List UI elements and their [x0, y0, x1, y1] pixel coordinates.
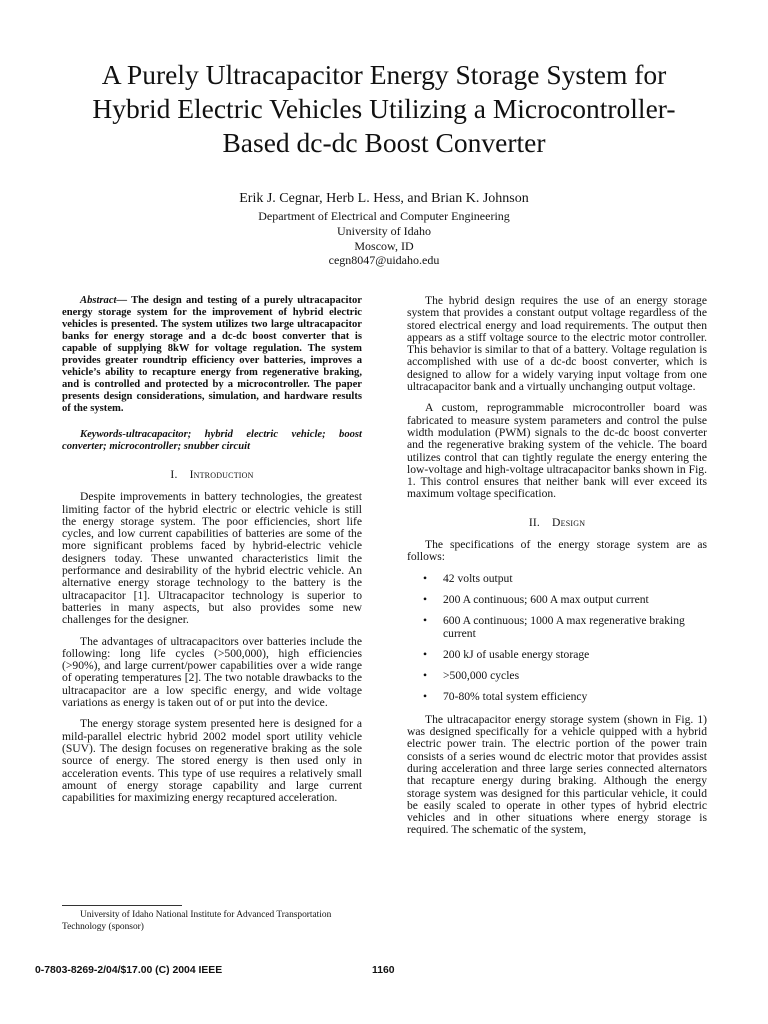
copyright-footer: 0-7803-8269-2/04/$17.00 (C) 2004 IEEE [35, 965, 223, 976]
affiliation-email: cegn8047@uidaho.edu [328, 253, 440, 268]
list-item [407, 670, 707, 682]
title-line: Hybrid Electric Vehicles Utilizing a Microcontroller- [92, 93, 676, 124]
affiliation-location: Moscow, ID [354, 238, 414, 253]
section-title: Introduction [189, 468, 254, 481]
list-item-text: >500,000 cycles [443, 669, 520, 683]
bullet-icon: • [423, 669, 428, 683]
affiliation-department: Department of Electrical and Computer Engineering [258, 209, 510, 223]
body-paragraph: A custom, reprogrammable microcontroller board was fabricated to measure system parameters and control the pulse width modulation (PWM) signals to the dc-dc boost converter and the regenerative braking system of the vehicle. The board utilizes control that can tightly regulate the energy entering the low-voltage and high-voltage ultracapacitor banks shown in Fig. 1. This control ensures that neither bank will ever exceed its maximum voltage specification. [407, 401, 707, 501]
section-number: II. [528, 515, 541, 529]
list-item [407, 615, 707, 640]
list-item [407, 649, 707, 661]
footnote-divider [62, 905, 182, 906]
bullet-icon: • [423, 614, 428, 628]
list-item-text: 600 A continuous; 1000 A max regenerative braking current [443, 614, 685, 640]
title-line: A Purely Ultracapacitor Energy Storage System for [101, 59, 667, 90]
body-paragraph: The advantages of ultracapacitors over batteries include the following: long life cycles (>500,000), high efficiencies (>90%), and large current/power capabilities over a wide range of operating temperatures [2]. The two notable drawbacks to the ultracapacitor are a low specific energy, and wide voltage variations as energy is taken out of or put into the device. [62, 634, 362, 710]
left-column [62, 295, 362, 813]
bullet-icon: • [423, 690, 428, 704]
abstract [62, 295, 362, 415]
title-line: Based dc-dc Boost Converter [222, 127, 546, 158]
section-title: Design [552, 515, 586, 529]
list-item [407, 573, 707, 585]
affiliation-university: University of Idaho [337, 223, 431, 238]
keywords: Keywords-ultracapacitor; hybrid electric vehicle; boost converter; microcontroller; snubber circuit [62, 429, 362, 452]
section-number: I. [170, 468, 178, 481]
abstract-text: The design and testing of a purely ultracapacitor energy storage system for the improvement of hybrid electric vehicles is presented. The system utilizes two large ultracapacitor banks for energy storage and a dc-dc boost converter that is capable of supplying 8kW for voltage regulation. The system provides greater roundtrip efficiency over batteries, improves a vehicle’s ability to recapture energy from regenerative braking, and is controlled and protected by a microcontroller. The paper presents design considerations, simulation, and hardware results of the system. [62, 295, 362, 414]
author-list: Erik J. Cegnar, Herb L. Hess, and Brian K. Johnson [239, 191, 529, 206]
footnote: University of Idaho National Institute for Advanced Transportation Technology (sponsor) [62, 910, 332, 932]
list-item-text: 200 A continuous; 600 A max output current [443, 592, 649, 606]
body-paragraph: The energy storage system presented here is designed for a mild-parallel electric hybrid 2002 model sport utility vehicle (SUV). The design focuses on regenerative braking as the sole source of energy. The stored energy is then used only in acceleration events. This type of use requires a relatively small amount of energy storage capability and large current capabilities for maximizing energy recaptured acceleration. [62, 717, 362, 805]
abstract-lead: Abstract— [80, 295, 128, 306]
specification-list [407, 573, 707, 704]
right-column [407, 295, 707, 846]
bullet-icon: • [423, 571, 428, 585]
bullet-icon: • [423, 592, 428, 606]
body-paragraph: The specifications of the energy storage system are as follows: [407, 538, 707, 564]
body-paragraph: The ultracapacitor energy storage system (shown in Fig. 1) was designed specifically for a vehicle quipped with a hybrid electric power train. The electric portion of the power train consists of a series wound dc electric motor that provides assist during acceleration and three large series connected alternators that recapture energy during braking. Although the energy storage system was designed for this particular vehicle, it could be easily scaled to operate in other types of hybrid electric vehicles and in other situations where energy storage is required. The schematic of the system, [407, 712, 707, 837]
list-item-text: 42 volts output [443, 571, 513, 585]
list-item [407, 691, 707, 703]
section-heading-design [407, 517, 707, 529]
list-item-text: 200 kJ of usable energy storage [443, 647, 590, 661]
list-item-text: 70-80% total system efficiency [443, 690, 588, 704]
page-number: 1160 [372, 965, 395, 976]
section-heading-introduction [62, 469, 362, 481]
paper-title [40, 58, 728, 160]
affiliation-block [100, 209, 668, 268]
body-paragraph: Despite improvements in battery technologies, the greatest limiting factor of the hybrid electric or electric vehicle is still the energy storage system. The poor efficiencies, short life cycles, and low current capabilities of batteries are some of the more significant problems faced by hybrid-electric vehicle designers today. These unwanted characteristics limit the performance and desirability of the hybrid electric vehicle. An alternative energy storage technology to the battery is the ultracapacitor [1]. Ultracapacitor technology is superior to batteries in many aspects, but also provides some new challenges for the designer. [62, 490, 362, 627]
list-item [407, 594, 707, 606]
bullet-icon: • [423, 647, 428, 661]
body-paragraph: The hybrid design requires the use of an energy storage system that provides a constant output voltage regardless of the stored electrical energy and load requirements. The output then appears as a stiff voltage source to the electric motor controller. This behavior is similar to that of a battery. Voltage regulation is accomplished with use of a dc-dc boost converter, which is designed to allow for a widely varying input voltage from one ultracapacitor bank and a virtually unchanging output voltage. [407, 294, 707, 394]
